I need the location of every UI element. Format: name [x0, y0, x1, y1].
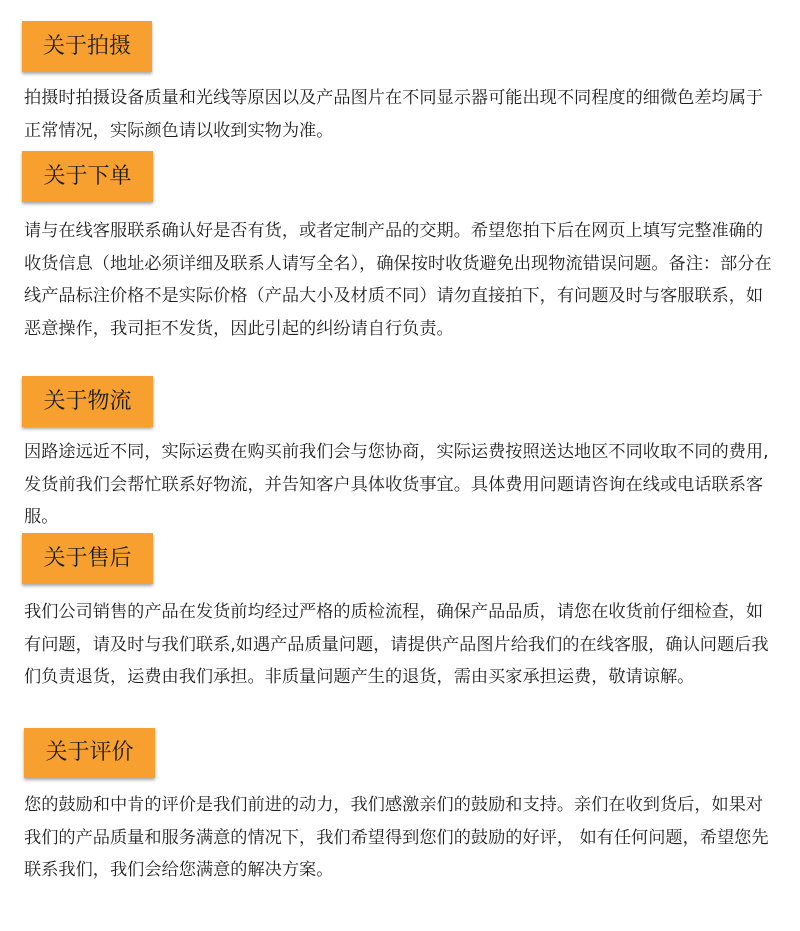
- section-text-aftersales: 我们公司销售的产品在发货前均经过严格的质检流程，确保产品品质，请您在收货前仔细检查，如有问题，请及时与我们联系,如遇产品质量问题，请提供产品图片给我们的在线客服，确认问题后我们负责退货，运费由我们承担。非质量问题产生的退货，需由买家承担运费，敬请谅解。: [24, 602, 769, 688]
- section-heading-ordering: 关于下单: [22, 151, 153, 202]
- section-heading-shooting: 关于拍摄: [22, 21, 152, 72]
- section-heading-aftersales: 关于售后: [22, 533, 153, 584]
- section-text-reviews: 您的鼓励和中肯的评价是我们前进的动力，我们感激亲们的鼓励和支持。亲们在收到货后，如果对我们的产品质量和服务满意的情况下，我们希望得到您们的鼓励的好评， 如有任何问题，希望您先联系我们，我们会给您满意的解决方案。: [24, 795, 769, 881]
- section-heading-logistics: 关于物流: [22, 376, 153, 427]
- section-text-logistics: 因路途远近不同，实际运费在购买前我们会与您协商，实际运费按照送达地区不同收取不同的费用,发货前我们会帮忙联系好物流，并告知客户具体收货事宜。具体费用问题请咨询在线或电话联系客服。: [24, 442, 769, 528]
- section-text-ordering: 请与在线客服联系确认好是否有货，或者定制产品的交期。希望您拍下后在网页上填写完整准确的收货信息（地址必须详细及联系人请写全名），确保按时收货避免出现物流错误问题。备注：部分在线产品标注价格不是实际价格（产品大小及材质不同）请勿直接拍下，有问题及时与客服联系，如恶意操作，我司拒不发货，因此引起的纠纷请自行负责。: [24, 221, 772, 340]
- section-text-shooting: 拍摄时拍摄设备质量和光线等原因以及产品图片在不同显示器可能出现不同程度的细微色差均属于正常情况，实际颜色请以收到实物为准。: [24, 88, 764, 141]
- section-heading-reviews: 关于评价: [24, 728, 155, 778]
